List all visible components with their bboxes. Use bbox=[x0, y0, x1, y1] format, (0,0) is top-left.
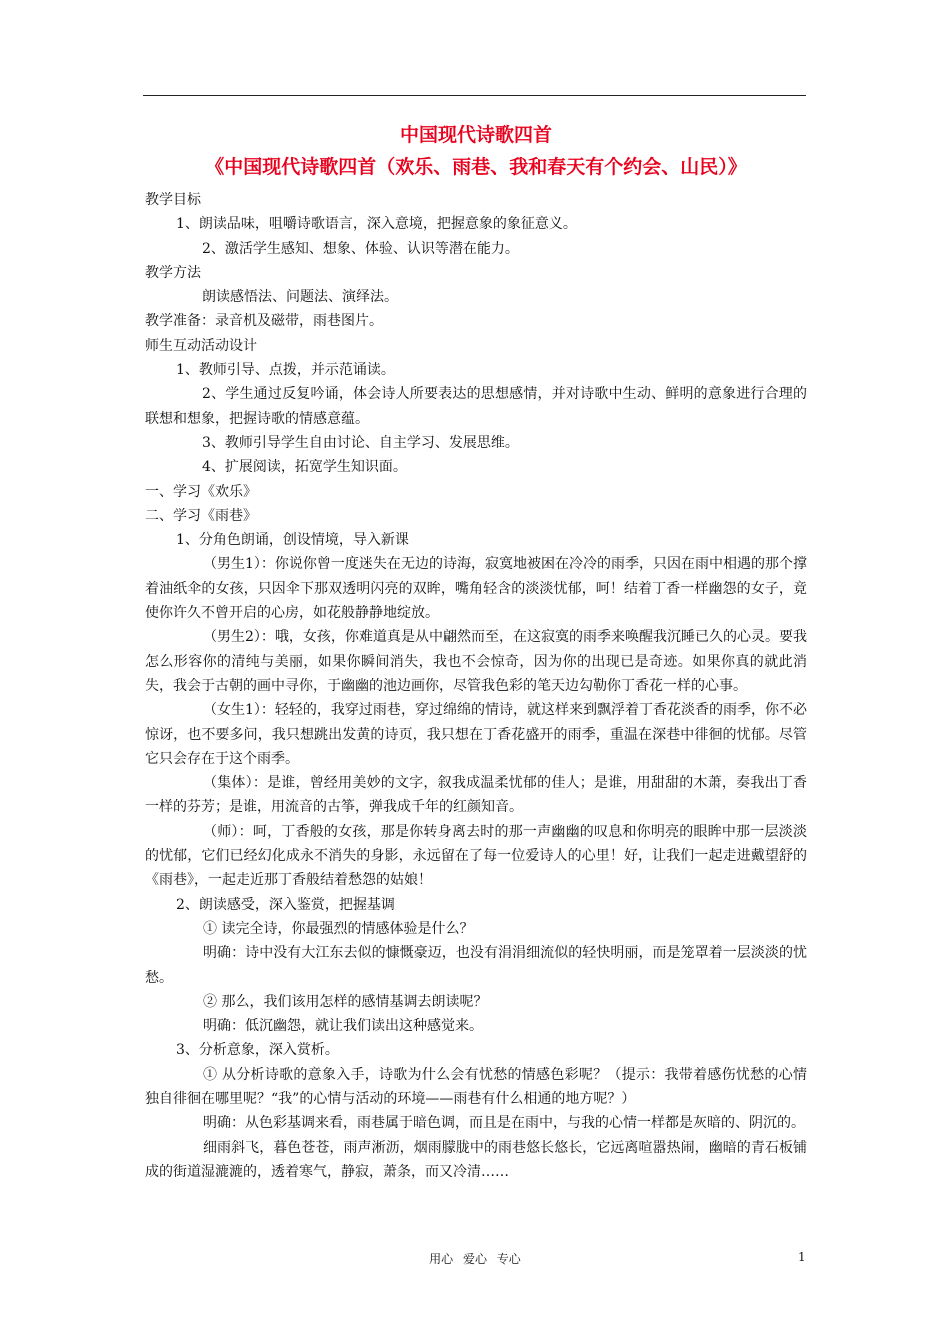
document-title: 中国现代诗歌四首 bbox=[399, 124, 552, 146]
page-number: 1 bbox=[798, 1250, 806, 1264]
paragraph: 2、学生通过反复吟诵，体会诗人所要表达的思想感情，并对诗歌中生动、鲜明的意象进行合理的联想和想象，把握诗歌的情感意蕴。 bbox=[145, 386, 807, 427]
document-subtitle: 《中国现代诗歌四首（欢乐、雨巷、我和春天有个约会、山民）》 bbox=[205, 156, 747, 178]
paragraph: （男生2）：哦，女孩，你难道真是从中翩然而至，在这寂寞的雨季来唤醒我沉睡已久的心灵。要我怎么形容你的清纯与美丽，如果你瞬间消失，我也不会惊奇，因为你的出现已是奇迹。如果你真的就此消失，我会于古朝的画中寻你，于幽幽的池边画你，尽管我色彩的笔天边勾勒你丁香花一样的心事。 bbox=[145, 629, 807, 694]
paragraph: 1、教师引导、点拨，并示范诵读。 bbox=[176, 362, 395, 379]
section-heading: 教学准备：录音机及磁带，雨巷图片。 bbox=[145, 313, 383, 330]
paragraph: 明确：诗中没有大江东去似的慷慨豪迈，也没有涓涓细流似的轻快明丽，而是笼罩着一层淡淡的忧愁。 bbox=[145, 945, 807, 986]
document-body bbox=[145, 188, 807, 1184]
paragraph: 2、朗读感受，深入鉴赏，把握基调 bbox=[176, 896, 395, 913]
paragraph: （女生1）：轻轻的，我穿过雨巷，穿过绵绵的情诗，就这样来到飘浮着丁香花淡香的雨季，你不必惊讶，也不要多问，我只想跳出发黄的诗页，我只想在丁香花盛开的雨季，重温在深巷中徘徊的忧郁。尽管它只会存在于这个雨季。 bbox=[145, 702, 807, 767]
paragraph: 3、教师引导学生自由讨论、自主学习、发展思维。 bbox=[202, 434, 519, 451]
paragraph: （集体）：是谁，曾经用美妙的文字，叙我成温柔忧郁的佳人；是谁，用甜甜的木萧，奏我出丁香一样的芬芳；是谁，用流音的古筝，弹我成千年的红颜知音。 bbox=[145, 775, 807, 816]
paragraph: ② 那么，我们该用怎样的感情基调去朗读呢？ bbox=[203, 993, 488, 1010]
section-heading: 教学目标 bbox=[145, 192, 201, 208]
header-rule bbox=[143, 95, 806, 96]
paragraph: 4、扩展阅读，拓宽学生知识面。 bbox=[202, 459, 407, 476]
paragraph: （男生1）：你说你曾一度迷失在无边的诗海，寂寞地被困在冷冷的雨季，只因在雨中相遇的那个撑着油纸伞的女孩，只因伞下那双透明闪亮的双眸，嘴角轻含的淡淡忧郁，呵！结着丁香一样幽怨的女子，竟使你许久不曾开启的心房，如花般静静地绽放。 bbox=[145, 556, 807, 622]
paragraph: 朗读感悟法、问题法、演绎法。 bbox=[202, 289, 398, 306]
paragraph: ① 从分析诗歌的意象入手，诗歌为什么会有忧愁的情感色彩呢？（提示：我带着感伤忧愁的心情独自徘徊在哪里呢？“我”的心情与活动的环境——雨巷有什么相通的地方呢？） bbox=[145, 1066, 807, 1107]
section-heading: 师生互动活动设计 bbox=[145, 337, 257, 354]
footer-motto: 用心 爱心 专心 bbox=[429, 1252, 521, 1266]
paragraph: 2、激活学生感知、想象、体验、认识等潜在能力。 bbox=[202, 240, 519, 257]
paragraph: 明确：从色彩基调来看，雨巷属于暗色调，而且是在雨中，与我的心情一样都是灰暗的、阴沉的。 bbox=[203, 1115, 805, 1132]
paragraph: 细雨斜飞，暮色苍苍，雨声淅沥，烟雨朦胧中的雨巷悠长悠长，它远离喧嚣热闹，幽暗的青石板铺成的街道湿漉漉的，透着寒气，静寂，萧条，而又冷清…… bbox=[145, 1139, 807, 1180]
paragraph: （师）：呵，丁香般的女孩，那是你转身离去时的那一声幽幽的叹息和你明亮的眼眸中那一层淡淡的忧郁，它们已经幻化成永不消失的身影，永远留在了每一位爱诗人的心里！好，让我们一起走进戴望舒的《雨巷》，一起走近那丁香般结着愁怨的姑娘！ bbox=[145, 823, 807, 889]
section-heading: 教学方法 bbox=[145, 264, 201, 281]
paragraph: 3、分析意象，深入赏析。 bbox=[176, 1042, 339, 1059]
paragraph: 明确：低沉幽怨，就让我们读出这种感觉来。 bbox=[203, 1018, 483, 1035]
paragraph: 1、朗读品味，咀嚼诗歌语言，深入意境，把握意象的象征意义。 bbox=[176, 216, 577, 233]
section-heading: 二、学习《雨巷》 bbox=[145, 507, 257, 524]
paragraph: ① 读完全诗，你最强烈的情感体验是什么？ bbox=[203, 920, 474, 937]
section-heading: 一、学习《欢乐》 bbox=[145, 483, 257, 500]
paragraph: 1、分角色朗诵，创设情境，导入新课 bbox=[176, 532, 409, 549]
